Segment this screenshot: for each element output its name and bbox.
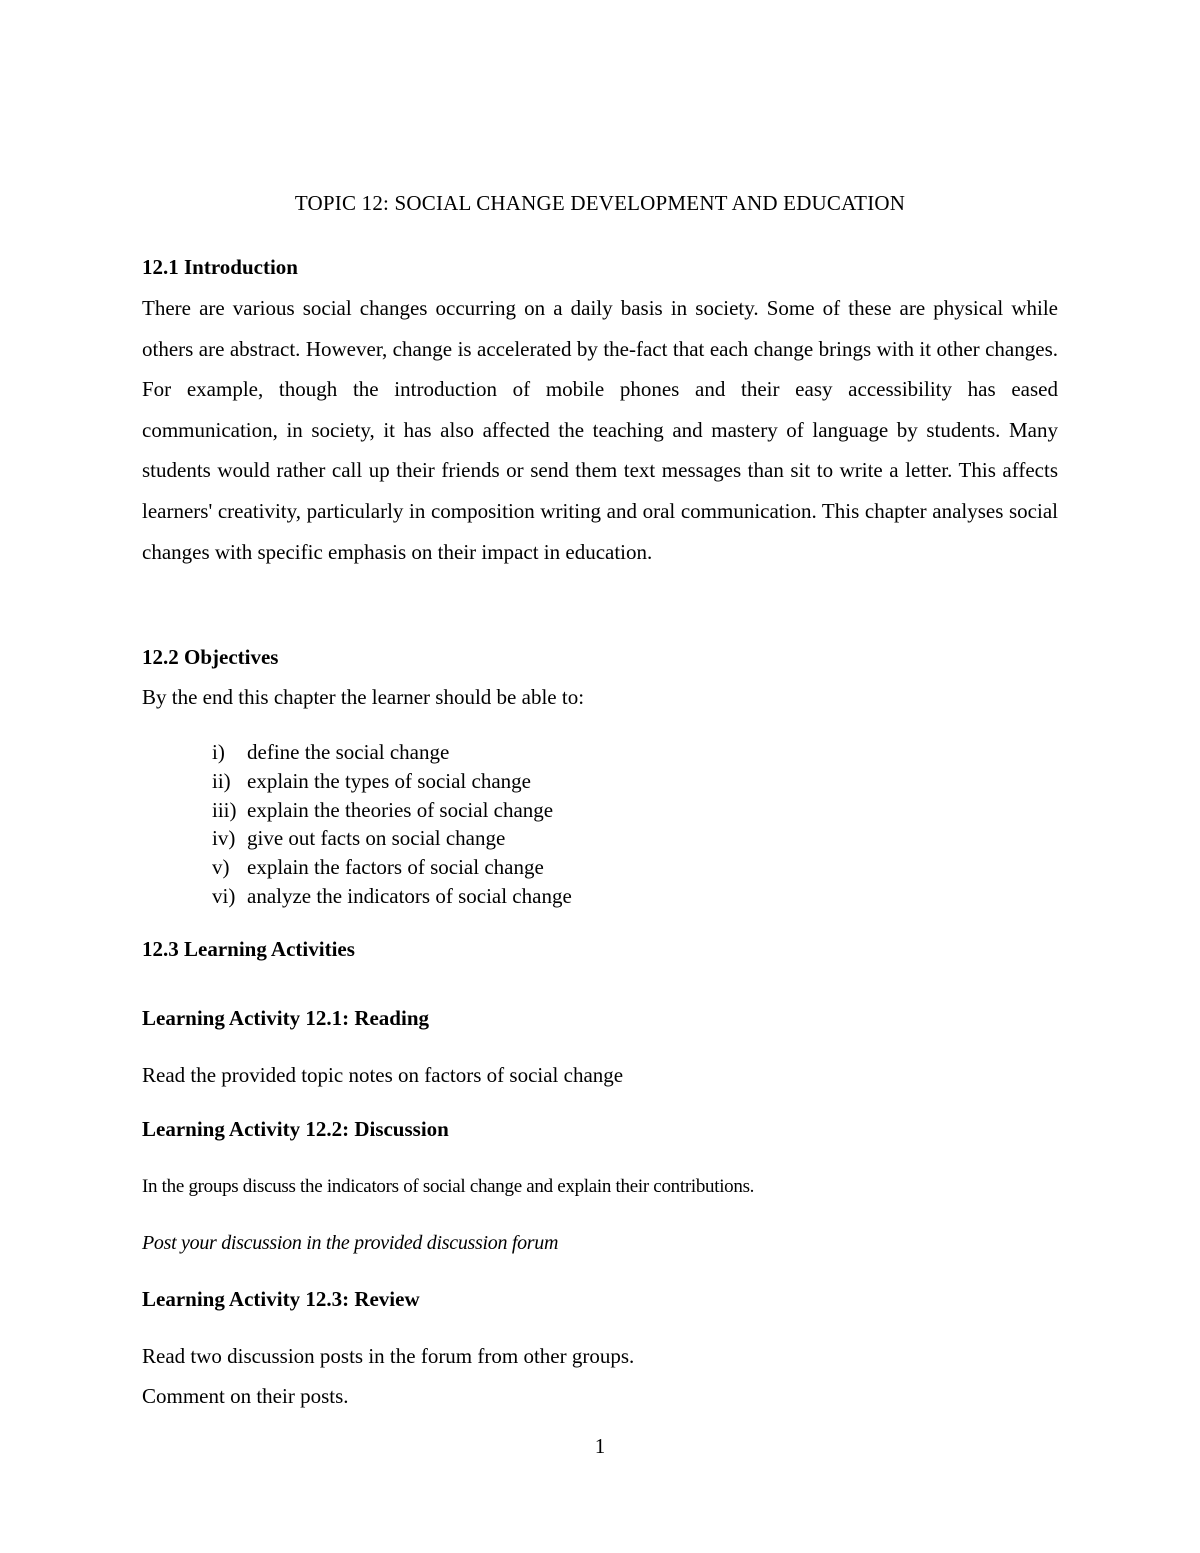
objective-number: i) (212, 740, 225, 764)
activity-2-text: In the groups discuss the indicators of social change and explain their contributions. (142, 1176, 755, 1197)
introduction-heading: 12.1 Introduction (142, 255, 298, 279)
objective-text: give out facts on social change (247, 826, 506, 851)
activity-3-heading: Learning Activity 12.3: Review (142, 1287, 420, 1311)
activity-1-heading: Learning Activity 12.1: Reading (142, 1006, 429, 1030)
page-number: 1 (594, 1434, 606, 1458)
objectives-lead: By the end this chapter the learner should be able to: (142, 685, 585, 709)
activity-2-note: Post your discussion in the provided discussion forum (142, 1232, 559, 1254)
introduction-paragraph: There are various social changes occurring on a daily basis in society. Some of these are physical while others are abstract. However, change is accelerated by the-fact that each change brings with it other changes. For example, though the introduction of mobile phones and their easy accessibility has eased communication, in society, it has also affected the teaching and mastery of language by students. Many students would rather call up their friends or send them text messages than sit to write a letter. This affects learners' creativity, particularly in composition writing and oral communication. This chapter analyses social changes with specific emphasis on their impact in education. (142, 296, 1058, 564)
objectives-heading: 12.2 Objectives (142, 645, 279, 669)
document-title: TOPIC 12: SOCIAL CHANGE DEVELOPMENT AND EDUCATION (294, 191, 906, 215)
activity-2-heading: Learning Activity 12.2: Discussion (142, 1117, 449, 1141)
objective-text: explain the theories of social change (247, 797, 554, 822)
objective-number: iv) (212, 826, 236, 851)
activity-3-line-2: Comment on their posts. (142, 1384, 349, 1408)
objective-number: ii) (212, 768, 231, 793)
objective-number: v) (212, 855, 230, 880)
activity-3-line-1: Read two discussion posts in the forum from other groups. (142, 1344, 635, 1368)
objective-text: analyze the indicators of social change (247, 883, 572, 908)
objective-number: vi) (212, 883, 236, 908)
objective-text: explain the types of social change (247, 768, 531, 793)
activity-1-text: Read the provided topic notes on factors of social change (142, 1063, 624, 1087)
objective-number: iii) (212, 797, 237, 822)
learning-activities-heading: 12.3 Learning Activities (142, 937, 355, 961)
objective-text: define the social change (247, 740, 450, 764)
objective-text: explain the factors of social change (247, 855, 544, 880)
